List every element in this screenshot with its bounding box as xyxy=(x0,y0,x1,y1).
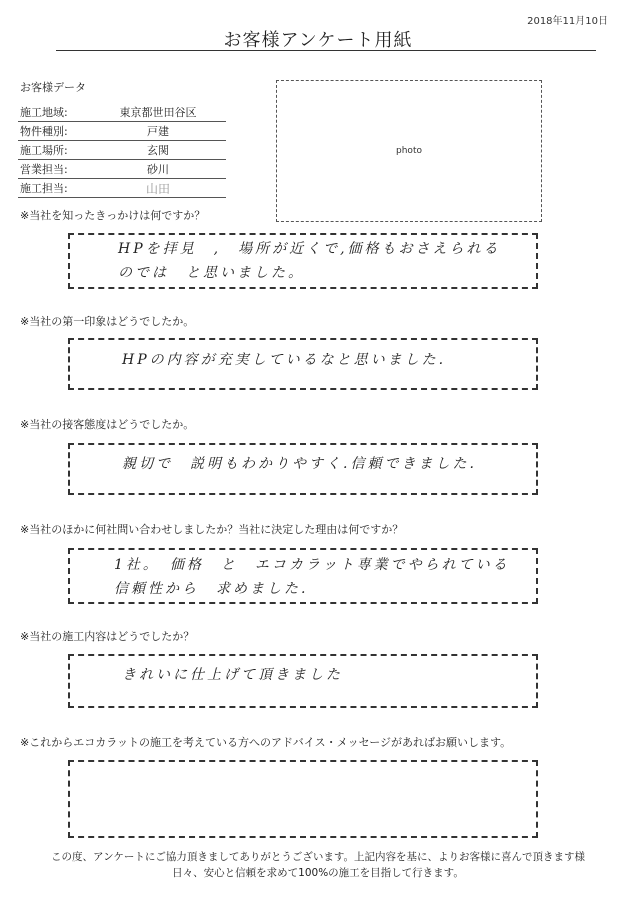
row-label: 施工地域: xyxy=(18,103,90,122)
question-1: ※当社を知ったきっかけは何ですか？ xyxy=(20,209,206,222)
question-6: ※これからエコカラットの施工を考えている方へのアドバイス・メッセージがあればお願いします。 xyxy=(20,736,512,749)
customer-row-installer xyxy=(18,179,226,198)
footer-line-1: この度、アンケートにご協力頂きましてありがとうございます。上記内容を基に、よりお客様に喜んで頂きます様 xyxy=(50,851,586,863)
question-3: ※当社の接客態度はどうでしたか。 xyxy=(20,418,195,431)
row-value: 東京都世田谷区 xyxy=(90,103,226,122)
photo-label: photo xyxy=(396,146,422,156)
row-value-handwritten: 山田 xyxy=(90,179,226,198)
answer-box-3 xyxy=(68,443,538,495)
survey-date: 2018年11月10日 xyxy=(527,16,608,27)
customer-row-property-type xyxy=(18,122,226,141)
question-4: ※当社のほかに何社問い合わせしましたか？当社に決定した理由は何ですか？ xyxy=(20,523,404,536)
customer-row-location xyxy=(18,141,226,160)
answer-box-4 xyxy=(68,548,538,604)
answer-4-line-2: 信頼性から 求めました. xyxy=(114,581,309,597)
answer-1-line-2: のでは と思いました。 xyxy=(118,265,305,281)
customer-data-heading: お客様データ xyxy=(20,81,86,94)
row-label: 施工場所: xyxy=(18,141,90,160)
answer-5-line-1: きれいに仕上げて頂きました xyxy=(122,667,343,683)
answer-box-5 xyxy=(68,654,538,708)
answer-3-line-1: 親切で 説明もわかりやすく.信頼できました. xyxy=(122,456,477,472)
row-label: 営業担当: xyxy=(18,160,90,179)
row-value: 砂川 xyxy=(90,160,226,179)
customer-row-area xyxy=(18,103,226,122)
title-underline xyxy=(56,50,596,51)
answer-box-1 xyxy=(68,233,538,289)
customer-data-table xyxy=(18,103,226,198)
row-label: 施工担当: xyxy=(18,179,90,198)
page-title: お客様アンケート用紙 xyxy=(223,30,413,51)
question-5: ※当社の施工内容はどうでしたか？ xyxy=(20,630,195,643)
answer-box-6 xyxy=(68,760,538,838)
row-value: 戸建 xyxy=(90,122,226,141)
answer-4-line-1: 1社。 価格 と エコカラット専業でやられている xyxy=(114,557,510,573)
answer-2-line-1: HPの内容が充実しているなと思いました. xyxy=(122,352,447,368)
answer-1-line-1: HPを拝見 , 場所が近くで,価格もおさえられる xyxy=(118,241,501,257)
question-2: ※当社の第一印象はどうでしたか。 xyxy=(20,315,195,328)
footer-line-2: 日々、安心と信頼を求めて100%の施工を目指して行きます。 xyxy=(172,867,464,879)
answer-box-2 xyxy=(68,338,538,390)
row-value: 玄関 xyxy=(90,141,226,160)
customer-row-sales-rep xyxy=(18,160,226,179)
row-label: 物件種別: xyxy=(18,122,90,141)
